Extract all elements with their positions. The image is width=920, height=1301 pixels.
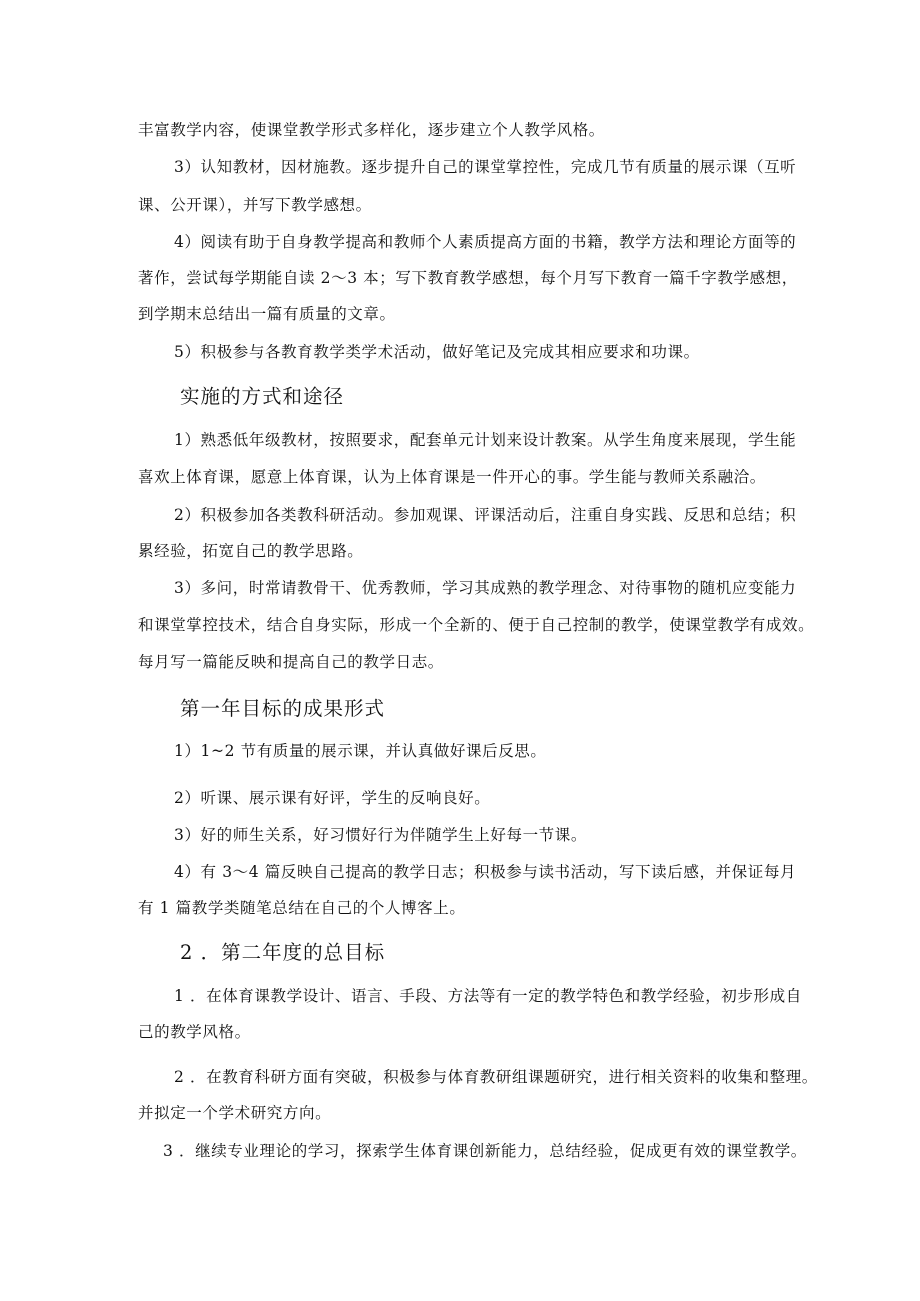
paragraph-line: 和课堂掌控技术，结合自身实际，形成一个全新的、便于自己控制的教学，使课堂教学有成效。 <box>138 616 815 634</box>
paragraph-line: 1）熟悉低年级教材，按照要求，配套单元计划来设计教案。从学生角度来展现，学生能 <box>174 431 797 449</box>
paragraph-line: 到学期末总结出一篇有质量的文章。 <box>138 305 396 323</box>
section-heading: 第一年目标的成果形式 <box>180 697 386 720</box>
paragraph-line: 5）积极参与各教育教学类学术活动，做好笔记及完成其相应要求和功课。 <box>174 343 700 361</box>
paragraph-line: 4）阅读有助于自身教学提高和教师个人素质提高方面的书籍，教学方法和理论方面等的 <box>174 233 797 251</box>
paragraph-line: 有 1 篇教学类随笔总结在自己的个人博客上。 <box>138 899 466 917</box>
paragraph-line: 4）有 3～4 篇反映自己提高的教学日志；积极参与读书活动，写下读后感，并保证每月 <box>174 863 797 881</box>
paragraph-line: 2 ．在教育科研方面有突破，积极参与体育教研组课题研究，进行相关资料的收集和整理。 <box>174 1068 818 1086</box>
paragraph-line: 己的教学风格。 <box>138 1023 251 1041</box>
paragraph-line: 每月写一篇能反映和提高自己的教学日志。 <box>138 653 444 671</box>
paragraph-line: 3 ．继续专业理论的学习，探索学生体育课创新能力，总结经验，促成更有效的课堂教学。 <box>163 1142 807 1160</box>
paragraph-line: 累经验，拓宽自己的教学思路。 <box>138 542 364 560</box>
paragraph-line: 3）多问，时常请教骨干、优秀教师，学习其成熟的教学理念、对待事物的随机应变能力 <box>174 579 797 597</box>
paragraph-line: 1）1~2 节有质量的展示课，并认真做好课后反思。 <box>174 742 547 760</box>
section-heading: 2 ．第二年度的总目标 <box>180 941 386 964</box>
paragraph-line: 2）积极参加各类教科研活动。参加观课、评课活动后，注重自身实践、反思和总结；积 <box>174 506 797 524</box>
paragraph-line: 2）听课、展示课有好评，学生的反响良好。 <box>174 789 491 807</box>
paragraph-line: 课、公开课），并写下教学感想。 <box>138 196 372 214</box>
paragraph-line: 并拟定一个学术研究方向。 <box>138 1104 332 1122</box>
paragraph-line: 1 ．在体育课教学设计、语言、手段、方法等有一定的教学特色和教学经验，初步形成自 <box>174 987 802 1005</box>
paragraph-line: 丰富教学内容，使课堂教学形式多样化，逐步建立个人教学风格。 <box>138 121 605 139</box>
section-heading: 实施的方式和途径 <box>180 385 345 408</box>
paragraph-line: 3）认知教材，因材施教。逐步提升自己的课堂掌控性，完成几节有质量的展示课（互听 <box>174 158 797 176</box>
paragraph-line: 著作，尝试每学期能自读 2～3 本；写下教育教学感想，每个月写下教育一篇千字教学感想， <box>138 269 798 287</box>
paragraph-line: 喜欢上体育课，愿意上体育课，认为上体育课是一件开心的事。学生能与教师关系融洽。 <box>138 468 766 486</box>
paragraph-line: 3）好的师生关系，好习惯好行为伴随学生上好每一节课。 <box>174 826 587 844</box>
